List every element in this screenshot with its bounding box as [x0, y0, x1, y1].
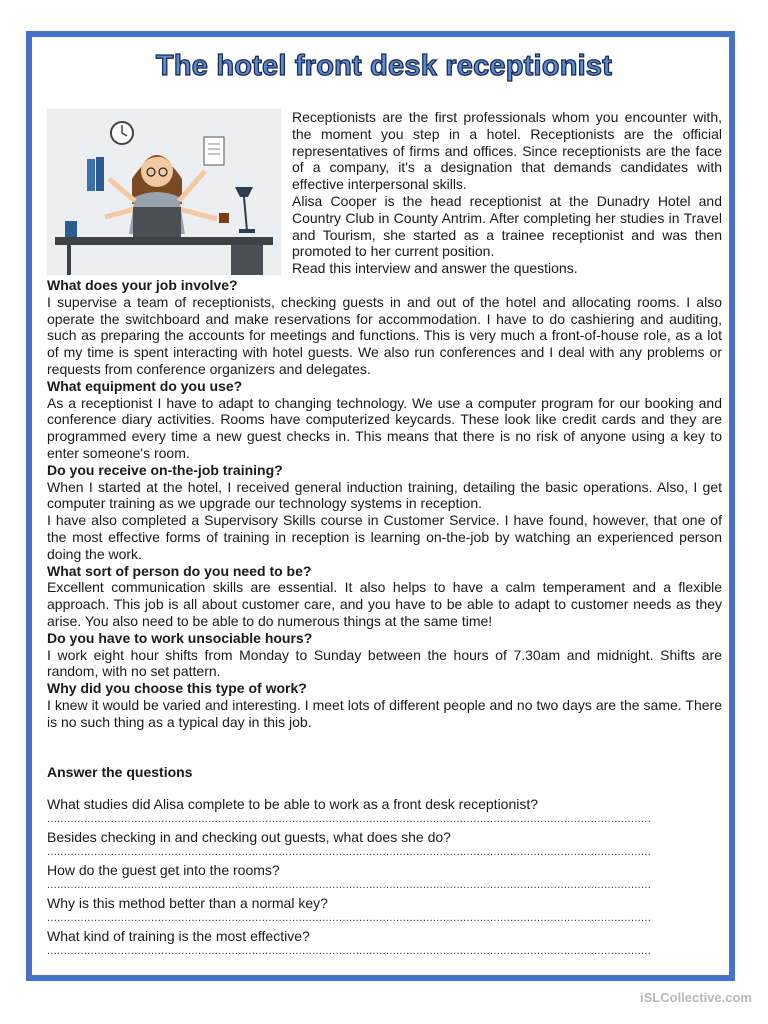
- interview-answer: I knew it would be varied and interesting. I meet lots of different people and no two days are the same. There is no such thing as a typical day in this job.: [47, 696, 722, 730]
- pencil-cup-icon: [65, 221, 77, 237]
- interview-question: Why did you choose this type of work?: [47, 680, 307, 697]
- interview-section: [47, 277, 722, 961]
- watermark: iSLCollective.com: [640, 990, 752, 1005]
- intro-paragraph: Read this interview and answer the questions.: [292, 260, 578, 277]
- exercise-question: How do the guest get into the rooms?: [47, 862, 280, 879]
- intro-text: [292, 109, 722, 277]
- interview-answer: Excellent communication skills are essential. It also helps to have a calm temperament and a flexible approach. This job is all about customer care, and you have to be able to adapt to customer needs as they arise. You also need to be able to do numerous things at the same time!: [47, 579, 722, 629]
- interview-question: Do you have to work unsociable hours?: [47, 629, 313, 646]
- answer-line[interactable]: ....................................................................................................................................................................................: [47, 912, 652, 925]
- clock-icon: [111, 122, 133, 144]
- exercise-question: What kind of training is the most effective?: [47, 928, 310, 945]
- interview-question: What sort of person do you need to be?: [47, 562, 312, 579]
- intro-paragraph: Alisa Cooper is the head receptionist at the Dunadry Hotel and Country Club in County Antrim. After completing her studies in Travel and Tourism, she started as a trainee receptionist and was then promoted to her current position.: [292, 192, 722, 260]
- answer-line[interactable]: ....................................................................................................................................................................................: [47, 846, 652, 859]
- interview-answer: I have also completed a Supervisory Skills course in Customer Service. I have found, however, that one of the most effective forms of training in reception is learning on-the-job by watching an experienced person doing the work.: [47, 512, 722, 562]
- exercise-question: Besides checking in and checking out guests, what does she do?: [47, 829, 451, 846]
- answer-line[interactable]: ....................................................................................................................................................................................: [47, 945, 652, 958]
- interview-answer: As a receptionist I have to adapt to changing technology. We use a computer program for our booking and conference diary activities. Rooms have computerized keycards. These look like credit cards and they are programmed every time a new guest checks in. This means that there is no risk of anyone using a key to enter someone's room.: [47, 394, 722, 461]
- desk: [55, 237, 273, 245]
- exercise-question: What studies did Alisa complete to be able to work as a front desk receptionist?: [47, 796, 539, 813]
- document-icon: [204, 137, 224, 165]
- cup-icon: [219, 213, 229, 223]
- answer-line[interactable]: ....................................................................................................................................................................................: [47, 879, 652, 892]
- exercise-question: Why is this method better than a normal key?: [47, 895, 328, 912]
- interview-answer: I work eight hour shifts from Monday to Sunday between the hours of 7.30am and midnight. Shifts are random, with no set pattern.: [47, 646, 722, 680]
- interview-question: What equipment do you use?: [47, 377, 243, 394]
- page-title: The hotel front desk receptionist: [155, 50, 613, 82]
- interview-question: Do you receive on-the-job training?: [47, 461, 283, 478]
- intro-paragraph: Receptionists are the first professionals whom you encounter with, the moment you step in a hotel. Receptionists are the official representatives of firms and offices. Since receptionists are the face of a company, it's a designation that demands candidates with effective interpersonal skills.: [292, 109, 722, 193]
- answer-section-title: Answer the questions: [47, 763, 193, 780]
- interview-question: What does your job involve?: [47, 277, 238, 293]
- answer-line[interactable]: ....................................................................................................................................................................................: [47, 813, 652, 826]
- receptionist-illustration: [47, 109, 281, 275]
- interview-answer: When I started at the hotel, I received general induction training, detailing the basic operations. Also, I get computer training as we upgrade our technology systems in reception.: [47, 478, 722, 512]
- laptop-icon: [125, 207, 189, 241]
- interview-answer: I supervise a team of receptionists, checking guests in and out of the hotel and allocating rooms. I also operate the switchboard and make reservations for accommodation. I have to do cashiering and auditing, such as preparing the accounts for meetings and functions. This is very much a front-of-house role, as a lot of my time is spent interacting with hotel guests. We also run conferences and I deal with any problems or requests from conference organizers and delegates.: [47, 293, 722, 377]
